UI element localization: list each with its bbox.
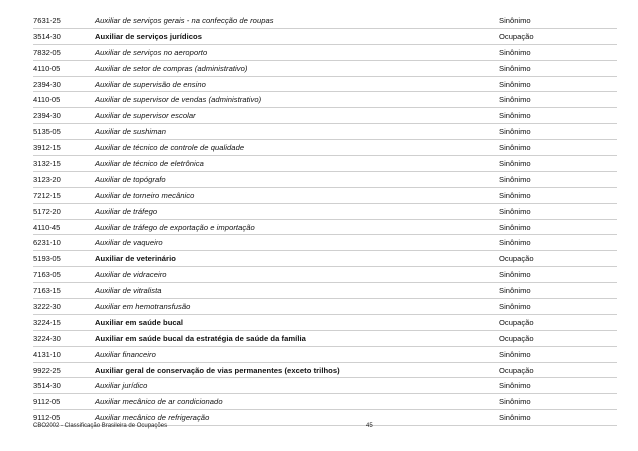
entry-type: Sinônimo — [499, 238, 531, 248]
cbo-code: 3514-30 — [33, 381, 61, 391]
page-number: 45 — [366, 423, 373, 429]
table-row — [33, 45, 617, 61]
occupation-title: Auxiliar de tráfego de exportação e importação — [95, 222, 255, 232]
entry-type: Sinônimo — [499, 63, 531, 73]
entry-type: Sinônimo — [499, 47, 531, 57]
table-row — [33, 172, 617, 188]
entry-type: Ocupação — [499, 317, 534, 327]
cbo-code: 5193-05 — [33, 254, 61, 264]
cbo-code: 7631-25 — [33, 16, 61, 25]
occupation-title: Auxiliar em saúde bucal da estratégia de saúde da família — [95, 333, 306, 343]
table-row — [33, 108, 617, 124]
entry-type: Ocupação — [499, 333, 534, 343]
occupation-title: Auxiliar de torneiro mecânico — [95, 190, 195, 200]
occupation-title: Auxiliar de técnico de eletrônica — [95, 159, 204, 169]
occupation-title: Auxiliar de vitralista — [95, 286, 162, 296]
cbo-code: 7832-05 — [33, 47, 61, 57]
footer-source: CBO2002 - Classificação Brasileira de Ocupações — [33, 423, 168, 429]
occupation-table — [33, 13, 617, 426]
cbo-code: 3224-15 — [33, 317, 61, 327]
table-row — [33, 378, 617, 394]
cbo-code: 4110-05 — [33, 95, 61, 105]
entry-type: Sinônimo — [499, 413, 531, 423]
table-row — [33, 394, 617, 410]
occupation-title: Auxiliar de supervisor escolar — [95, 111, 196, 121]
cbo-code: 4110-05 — [33, 63, 61, 73]
occupation-title: Auxiliar de veterinário — [95, 254, 176, 264]
entry-type: Sinônimo — [499, 397, 531, 407]
table-row — [33, 140, 617, 156]
table-row — [33, 204, 617, 220]
table-row — [33, 235, 617, 251]
entry-type: Sinônimo — [499, 349, 531, 359]
table-row — [33, 61, 617, 77]
table-row — [33, 283, 617, 299]
occupation-title: Auxiliar de técnico de controle de qualidade — [95, 143, 245, 153]
entry-type: Ocupação — [499, 365, 534, 375]
table-row — [33, 299, 617, 315]
table-row — [33, 156, 617, 172]
occupation-title: Auxiliar de supervisão de ensino — [95, 79, 206, 89]
cbo-code: 3224-30 — [33, 333, 61, 343]
occupation-title: Auxiliar mecânico de ar condicionado — [95, 397, 223, 407]
entry-type: Sinônimo — [499, 174, 531, 184]
cbo-code: 7212-15 — [33, 190, 61, 200]
cbo-code: 7163-05 — [33, 270, 61, 280]
occupation-title: Auxiliar de topógrafo — [95, 174, 166, 184]
entry-type: Sinônimo — [499, 270, 531, 280]
cbo-code: 9112-05 — [33, 397, 61, 407]
entry-type: Sinônimo — [499, 206, 531, 216]
entry-type: Sinônimo — [499, 159, 531, 169]
table-row — [33, 267, 617, 283]
cbo-code: 7163-15 — [33, 286, 61, 296]
occupation-title: Auxiliar de vidraceiro — [95, 270, 167, 280]
occupation-title: Auxiliar de serviços jurídicos — [95, 31, 203, 41]
occupation-title: Auxiliar financeiro — [95, 349, 156, 359]
occupation-title: Auxiliar de serviços no aeroporto — [95, 47, 208, 57]
entry-type: Sinônimo — [499, 222, 531, 232]
entry-type: Ocupação — [499, 254, 534, 264]
occupation-title: Auxiliar de serviços gerais - na confecção de roupas — [95, 16, 274, 25]
table-row — [33, 77, 617, 93]
table-row — [33, 188, 617, 204]
occupation-title: Auxiliar em saúde bucal — [95, 317, 184, 327]
occupation-title: Auxiliar geral de conservação de vias permanentes (exceto trilhos) — [95, 365, 340, 375]
cbo-code: 5172-20 — [33, 206, 61, 216]
cbo-code: 3912-15 — [33, 143, 61, 153]
table-row — [33, 363, 617, 379]
cbo-code: 3132-15 — [33, 159, 61, 169]
occupation-title: Auxiliar de vaqueiro — [95, 238, 163, 248]
occupation-title: Auxiliar de tráfego — [95, 206, 158, 216]
cbo-code: 4110-45 — [33, 222, 61, 232]
cbo-code: 9112-05 — [33, 413, 61, 423]
table-row — [33, 331, 617, 347]
table-row — [33, 315, 617, 331]
entry-type: Sinônimo — [499, 286, 531, 296]
cbo-code: 3123-20 — [33, 174, 61, 184]
cbo-code: 9922-25 — [33, 365, 61, 375]
occupation-title: Auxiliar mecânico de refrigeração — [95, 413, 210, 423]
table-row — [33, 124, 617, 140]
occupation-title: Auxiliar de supervisor de vendas (administrativo) — [95, 95, 262, 105]
table-row — [33, 220, 617, 236]
entry-type: Sinônimo — [499, 302, 531, 312]
table-row — [33, 92, 617, 108]
occupation-title: Auxiliar em hemotransfusão — [95, 302, 191, 312]
entry-type: Sinônimo — [499, 79, 531, 89]
cbo-code: 2394-30 — [33, 111, 61, 121]
occupation-title: Auxiliar de setor de compras (administrativo) — [95, 63, 248, 73]
entry-type: Sinônimo — [499, 381, 531, 391]
occupation-title: Auxiliar jurídico — [95, 381, 148, 391]
cbo-code: 2394-30 — [33, 79, 61, 89]
cbo-code: 3514-30 — [33, 31, 61, 41]
entry-type: Sinônimo — [499, 127, 531, 137]
occupation-title: Auxiliar de sushiman — [95, 127, 167, 137]
table-row — [33, 13, 617, 29]
table-row — [33, 251, 617, 267]
cbo-code: 3222-30 — [33, 302, 61, 312]
entry-type: Sinônimo — [499, 95, 531, 105]
entry-type: Sinônimo — [499, 143, 531, 153]
cbo-code: 5135-05 — [33, 127, 61, 137]
entry-type: Sinônimo — [499, 190, 531, 200]
entry-type: Sinônimo — [499, 16, 531, 25]
entry-type: Sinônimo — [499, 111, 531, 121]
entry-type: Ocupação — [499, 31, 534, 41]
table-row — [33, 29, 617, 45]
table-row — [33, 347, 617, 363]
cbo-code: 6231-10 — [33, 238, 61, 248]
cbo-code: 4131-10 — [33, 349, 61, 359]
